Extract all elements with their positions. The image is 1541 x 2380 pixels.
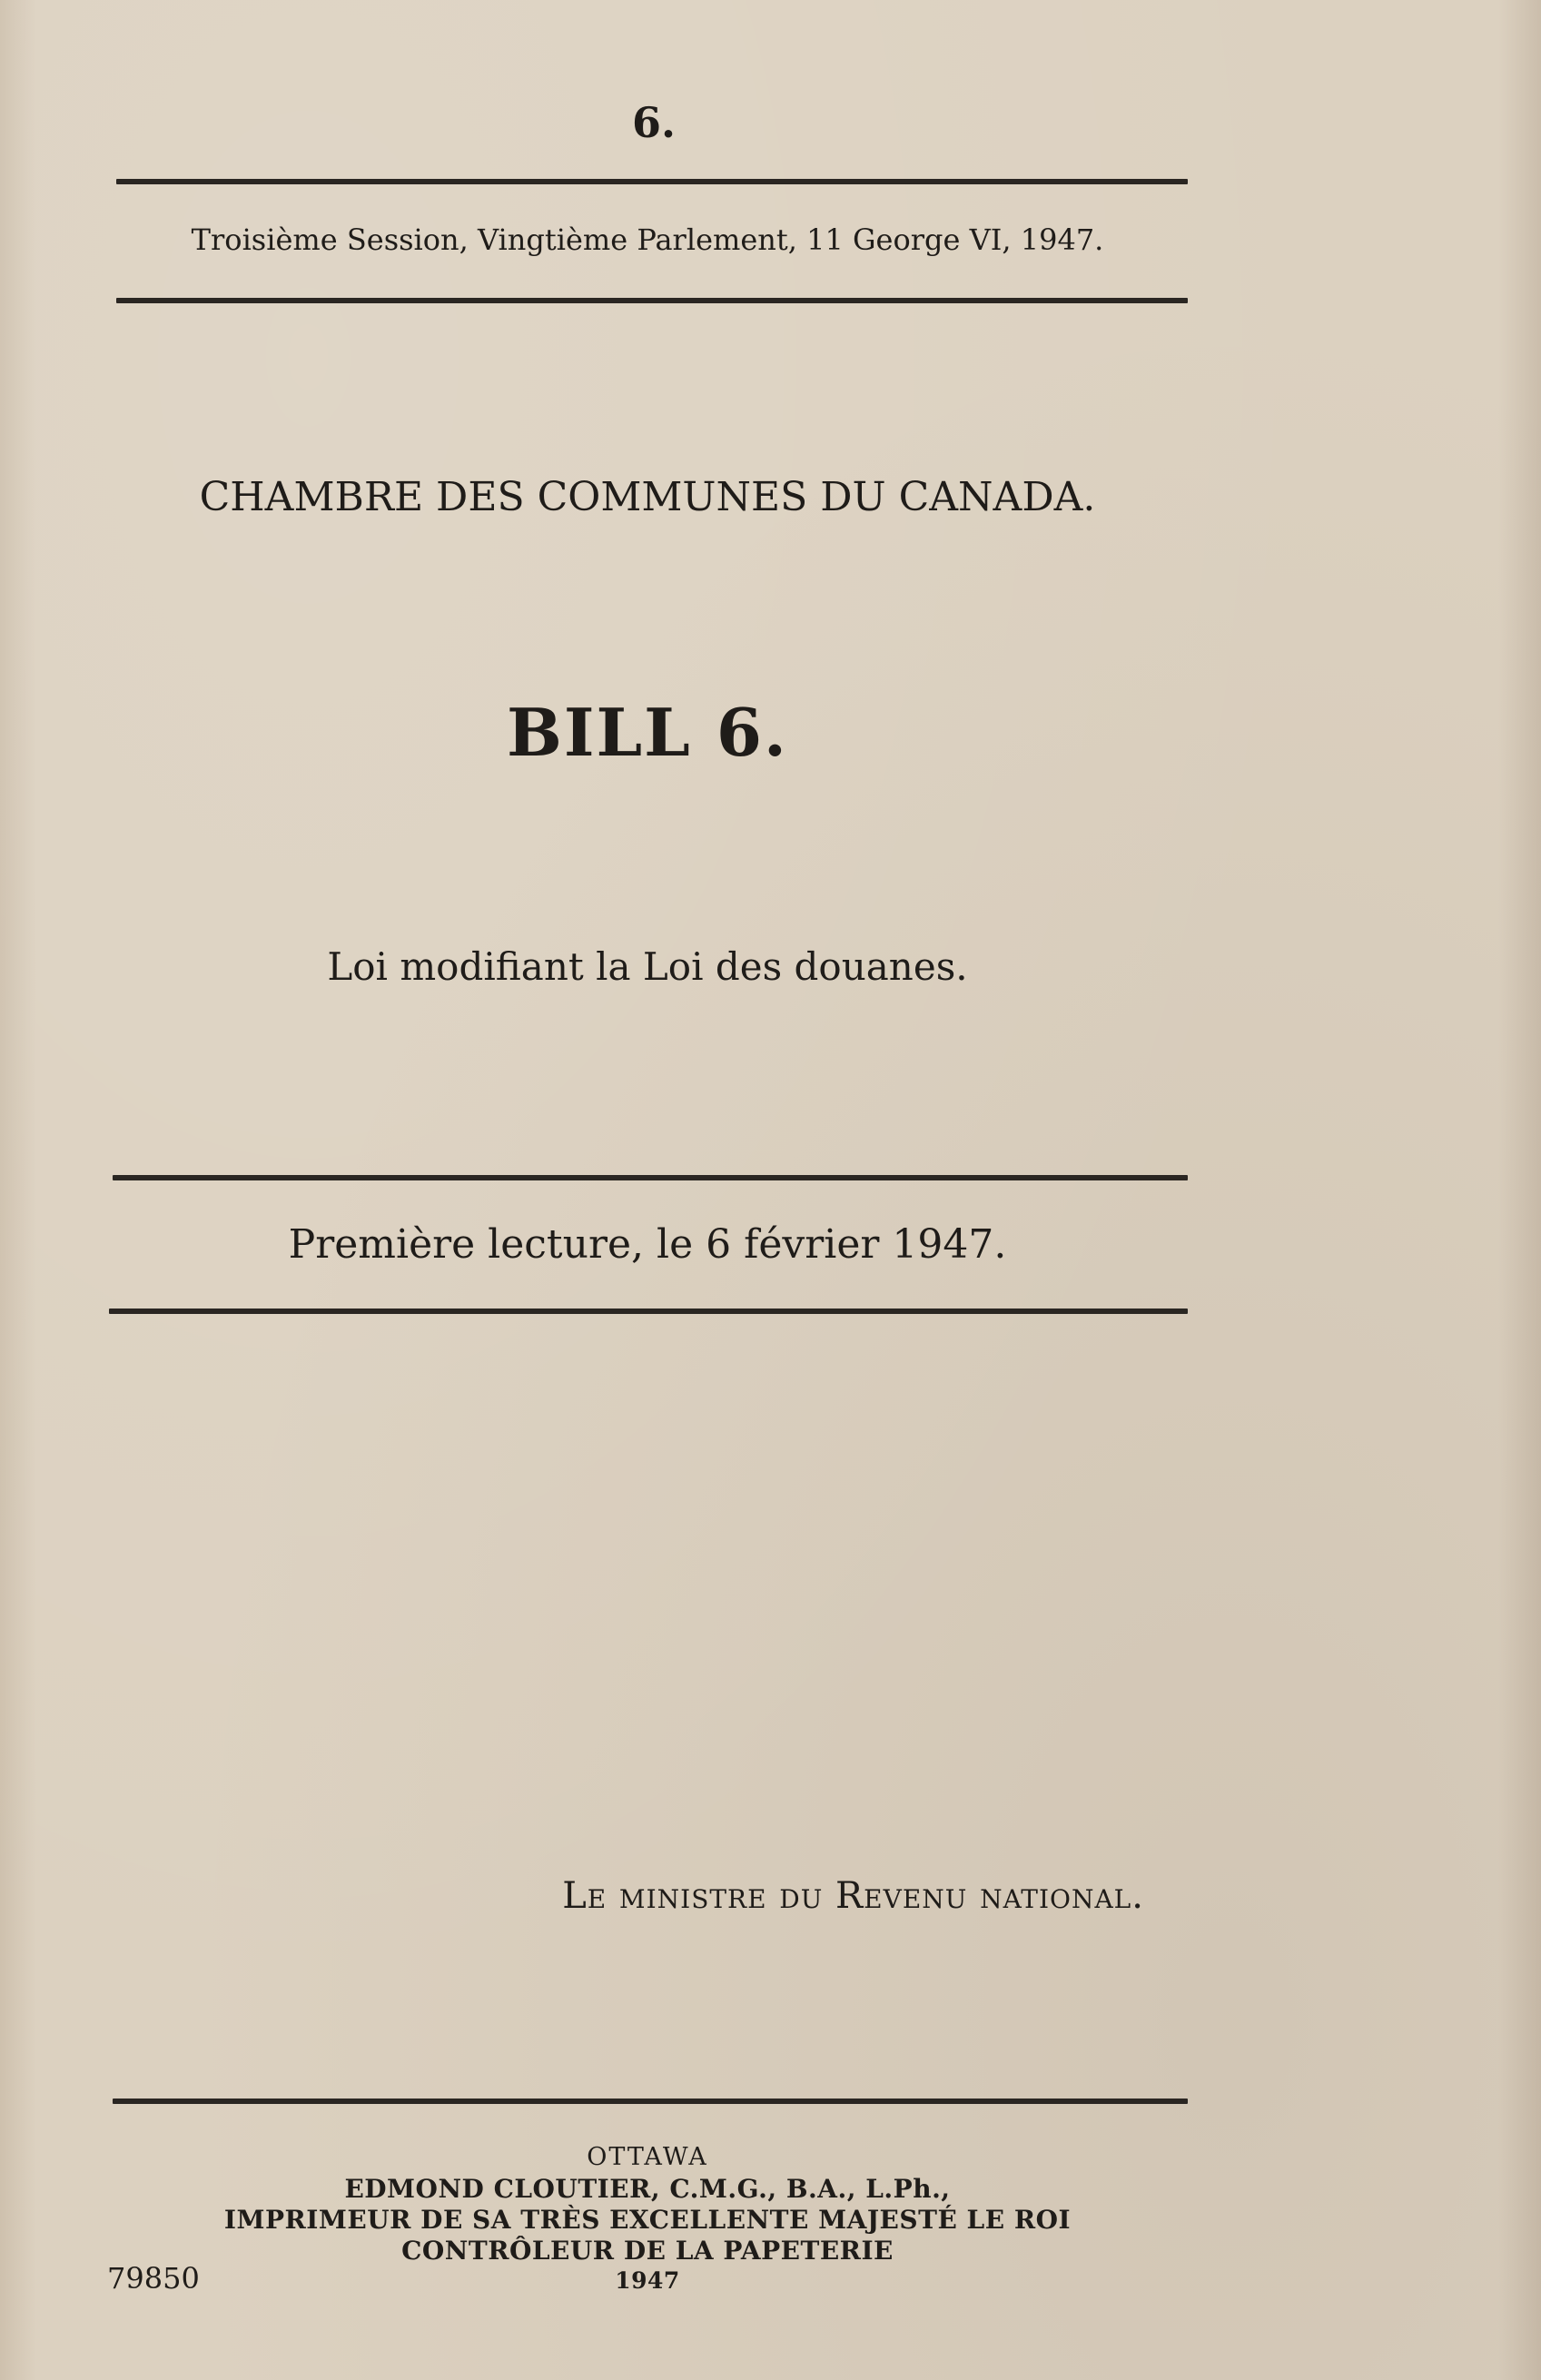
- session-line: Troisième Session, Vingtième Parlement, 11 George VI, 1947.: [191, 222, 1104, 257]
- minister-line: Le ministre du Revenu national.: [562, 1875, 1144, 1917]
- page-number: 6.: [631, 98, 677, 147]
- chamber-heading: CHAMBRE DES COMMUNES DU CANADA.: [199, 474, 1096, 520]
- top-rule-2: [116, 298, 1188, 303]
- top-rule-1: [116, 179, 1188, 184]
- first-reading-line: Première lecture, le 6 février 1947.: [288, 1221, 1007, 1268]
- imprint-year: 1947: [615, 2267, 680, 2294]
- imprint-city: OTTAWA: [587, 2143, 708, 2171]
- bill-number: BILL 6.: [506, 694, 788, 771]
- imprint-printer: EDMOND CLOUTIER, C.M.G., B.A., L.Ph.,: [344, 2174, 951, 2204]
- bill-title: Loi modifiant la Loi des douanes.: [327, 944, 968, 989]
- imprint-title: IMPRIMEUR DE SA TRÈS EXCELLENTE MAJESTÉ LE ROI: [223, 2205, 1072, 2235]
- reading-rule-bottom: [109, 1309, 1188, 1314]
- reading-rule-top: [113, 1175, 1188, 1180]
- print-code: 79850: [107, 2261, 200, 2296]
- imprint-rule: [113, 2099, 1188, 2104]
- imprint-controller: CONTRÔLEUR DE LA PAPETERIE: [401, 2236, 894, 2266]
